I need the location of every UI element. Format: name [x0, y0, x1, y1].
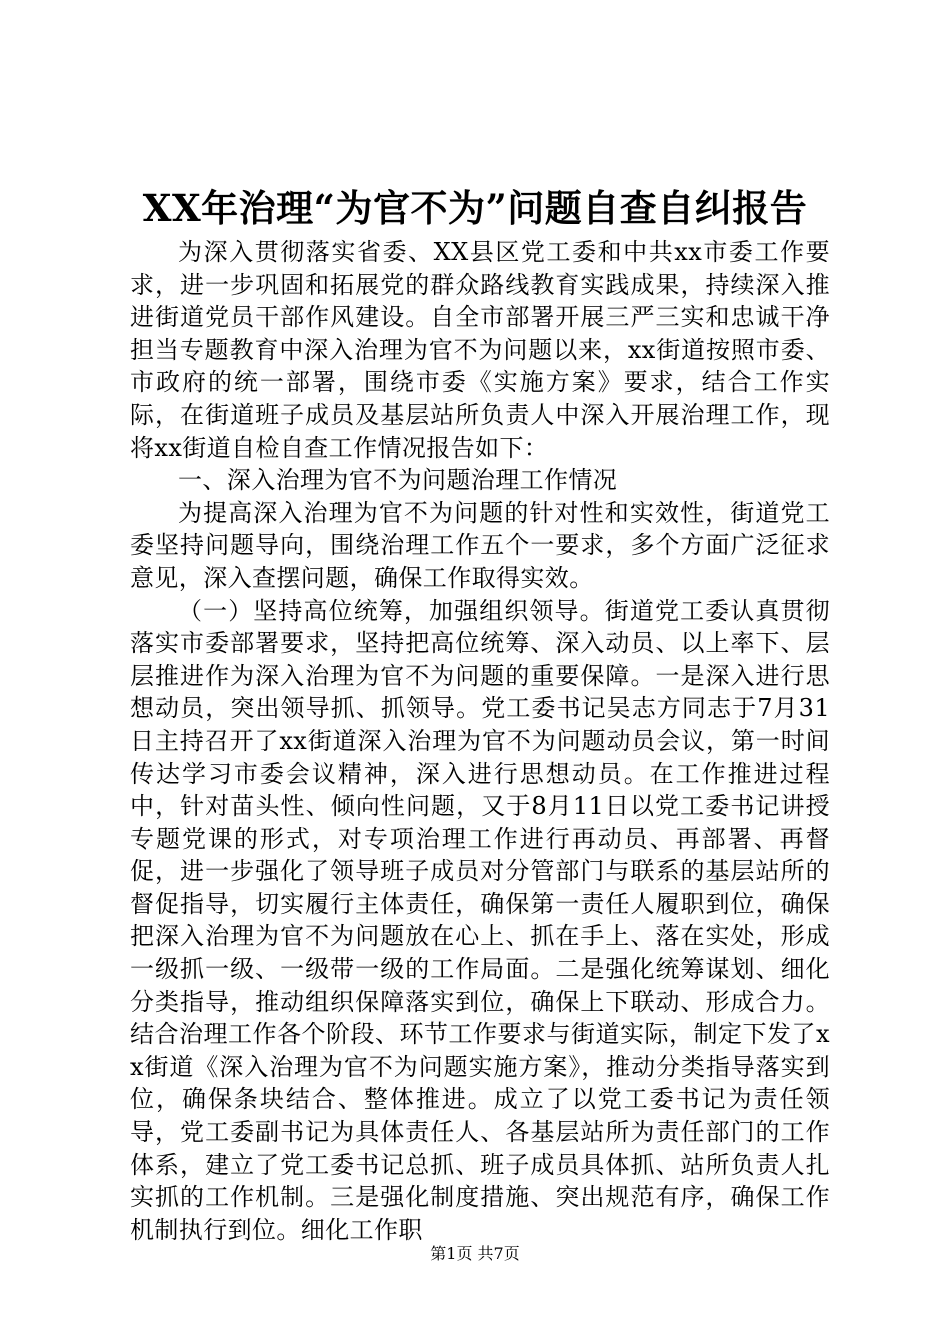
subsection-paragraph: （一）坚持高位统筹，加强组织领导。街道党工委认真贯彻落实市委部署要求，坚持把高位统筹、深入动员、以上率下、层层推进作为深入治理为官不为问题的重要保障。一是深入进行思想动员，突出领导抓、抓领导。党工委书记吴志方同志于7月31日主持召开了xx街道深入治理为官不为问题动员会议，第一时间传达学习市委会议精神，深入进行思想动员。在工作推进过程中，针对苗头性、倾向性问题，又于8月11日以党工委书记讲授专题党课的形式，对专项治理工作进行再动员、再部署、再督促，进一步强化了领导班子成员对分管部门与联系的基层站所的督促指导，切实履行主体责任，确保第一责任人履职到位，确保把深入治理为官不为问题放在心上、抓在手上、落在实处，形成一级抓一级、一级带一级的工作局面。二是强化统筹谋划、细化分类指导，推动组织保障落实到位，确保上下联动、形成合力。结合治理工作各个阶段、环节工作要求与街道实际，制定下发了xx街道《深入治理为官不为问题实施方案》，推动分类指导落实到位，确保条块结合、整体推进。成立了以党工委书记为责任领导，党工委副书记为具体责任人、各基层站所为责任部门的工作体系，建立了党工委书记总抓、班子成员具体抓、站所负责人扎实抓的工作机制。三是强化制度措施、突出规范有序，确保工作机制执行到位。细化工作职 — [130, 596, 830, 1244]
section-heading: 一、深入治理为官不为问题治理工作情况 — [178, 466, 618, 495]
page-footer: 第1页 共7页 — [430, 1244, 520, 1263]
document-body — [130, 236, 830, 1246]
intro-paragraph: 为深入贯彻落实省委、XX县区党工委和中共xx市委工作要求，进一步巩固和拓展党的群众路线教育实践成果，持续深入推进街道党员干部作风建设。自全市部署开展三严三实和忠诚干净担当专题教育中深入治理为官不为问题以来，xx街道按照市委、市政府的统一部署，围绕市委《实施方案》要求，结合工作实际，在街道班子成员及基层站所负责人中深入开展治理工作，现将xx街道自检自查工作情况报告如下： — [130, 238, 830, 462]
section-paragraph: 为提高深入治理为官不为问题的针对性和实效性，街道党工委坚持问题导向，围绕治理工作五个一要求，多个方面广泛征求意见，深入查摆问题，确保工作取得实效。 — [130, 498, 830, 592]
document-title: XX年治理“为官不为”问题自查自纠报告 — [142, 186, 808, 230]
